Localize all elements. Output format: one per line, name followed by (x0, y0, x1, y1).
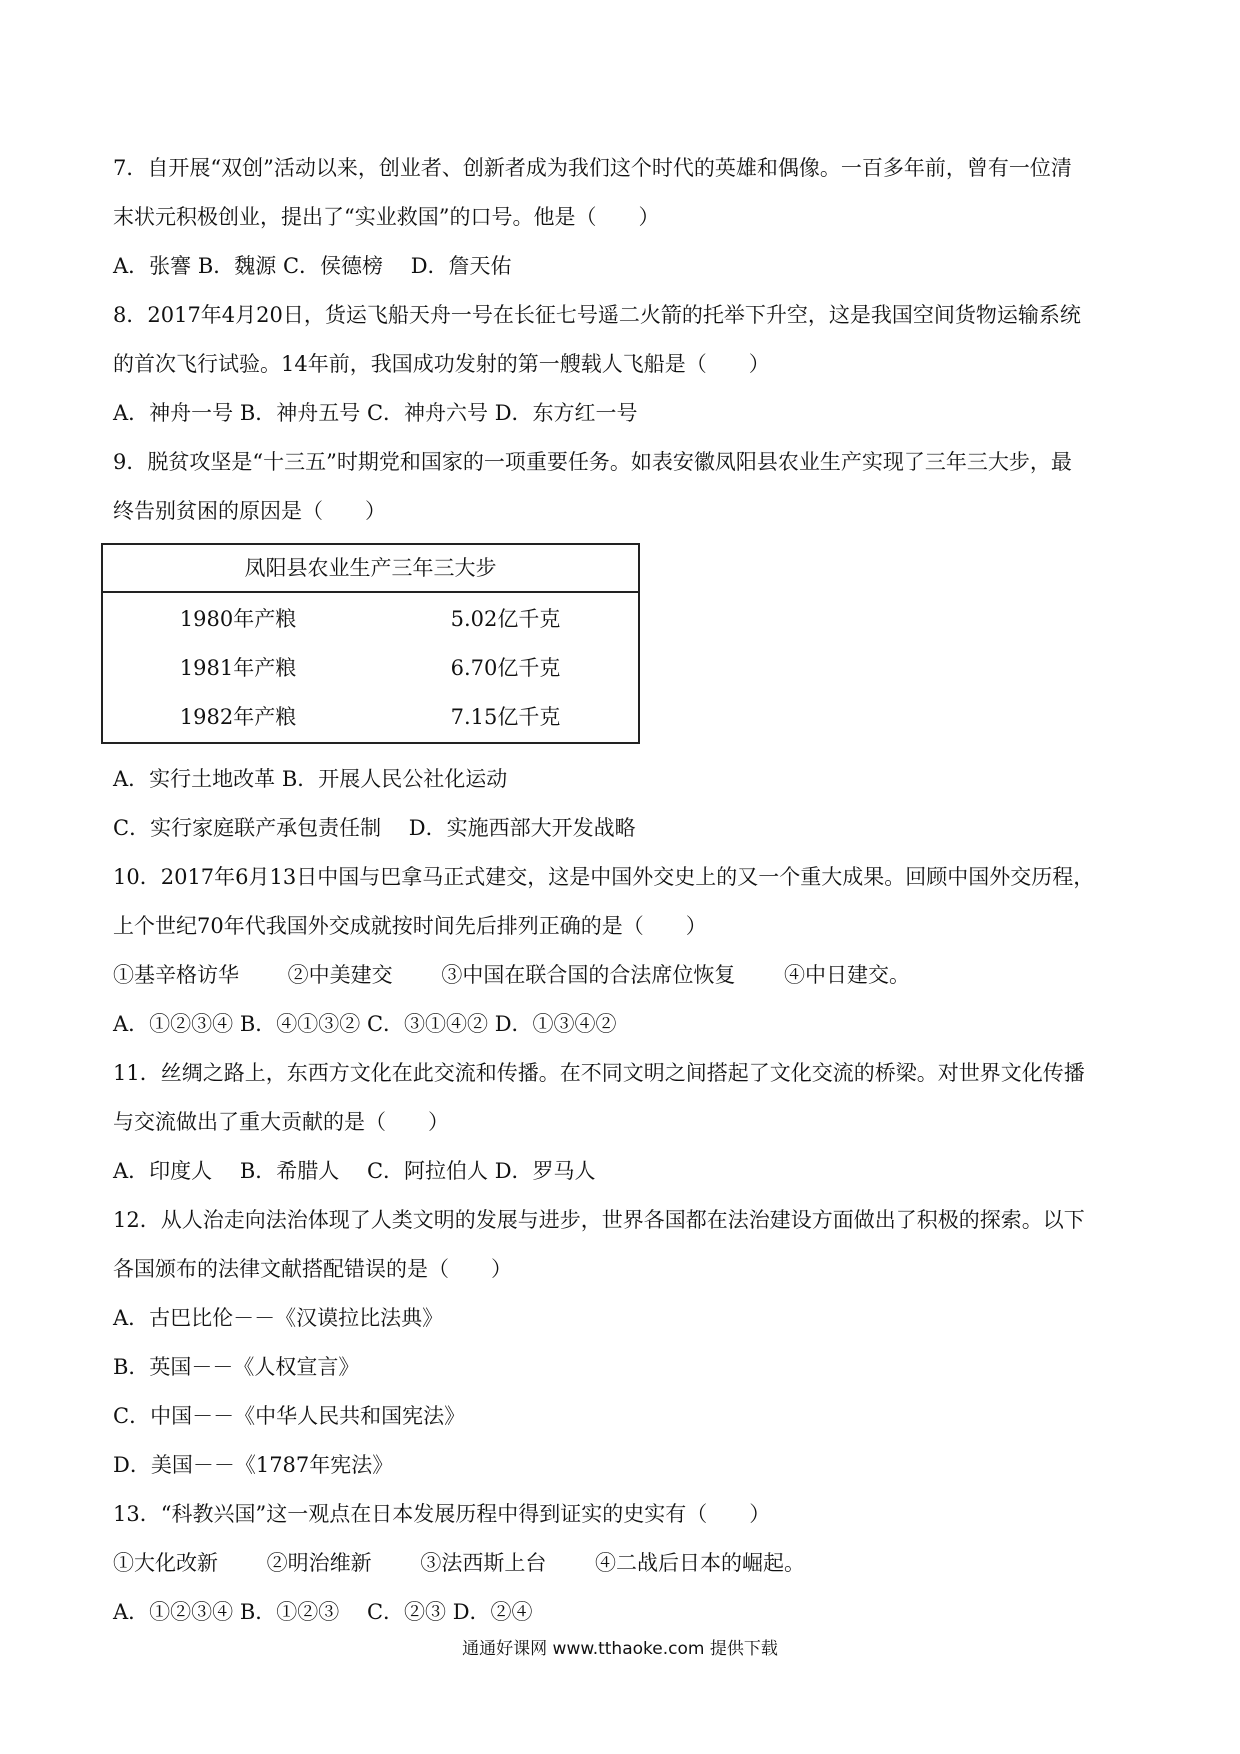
table-title: 凤阳县农业生产三年三大步 (103, 545, 638, 593)
answer-option: B．英国－－《人权宣言》 (113, 1355, 360, 1379)
question-stem-line: 12．从人治走向法治体现了人类文明的发展与进步，世界各国都在法治建设方面做出了积极的探索。以下 (113, 1208, 1085, 1232)
answer-options: C．实行家庭联产承包责任制 D．实施西部大开发战略 (113, 816, 636, 840)
question-stem-line: ①基辛格访华 ②中美建交 ③中国在联合国的合法席位恢复 ④中日建交。 (113, 963, 911, 987)
answer-options: A．神舟一号 B．神舟五号 C．神舟六号 D．东方红一号 (113, 401, 638, 425)
answer-options: A．印度人 B．希腊人 C．阿拉伯人 D．罗马人 (113, 1159, 596, 1183)
table-cell-year: 1981年产粮 (179, 656, 297, 680)
question-stem-line: 9．脱贫攻坚是“十三五”时期党和国家的一项重要任务。如表安徽凤阳县农业生产实现了三年三大步，最 (113, 450, 1072, 474)
answer-option: D．美国－－《1787年宪法》 (113, 1453, 394, 1477)
table-cell-year: 1980年产粮 (179, 607, 297, 631)
question-stem-line: 与交流做出了重大贡献的是（ ） (113, 1110, 449, 1134)
table-row (103, 693, 638, 742)
question-stem-line: 8．2017年4月20日，货运飞船天舟一号在长征七号遥二火箭的托举下升空，这是我国空间货物运输系统 (113, 303, 1081, 327)
question-11 (113, 1060, 1133, 1185)
question-13 (113, 1501, 1133, 1626)
answer-options: A．①②③④ B．④①③② C．③①④② D．①③④② (113, 1012, 617, 1036)
question-9 (113, 449, 1133, 842)
question-stem-line: 终告别贫困的原因是（ ） (113, 499, 386, 523)
questions-block (113, 155, 1133, 1648)
question-stem-line: 11．丝绸之路上，东西方文化在此交流和传播。在不同文明之间搭起了文化交流的桥梁。对世界文化传播 (113, 1061, 1085, 1085)
question-stem-line: 的首次飞行试验。14年前，我国成功发射的第一艘载人飞船是（ ） (113, 352, 770, 376)
question-12 (113, 1207, 1133, 1479)
table-row (103, 644, 638, 693)
answer-options: A．张謇 B．魏源 C．侯德榜 D．詹天佑 (113, 254, 512, 278)
answer-option: C．中国－－《中华人民共和国宪法》 (113, 1404, 466, 1428)
answer-option: A．古巴比伦－－《汉谟拉比法典》 (113, 1306, 444, 1330)
answer-options: A．①②③④ B．①②③ C．②③ D．②④ (113, 1600, 533, 1624)
table-body (103, 593, 638, 742)
question-stem-line: 上个世纪70年代我国外交成就按时间先后排列正确的是（ ） (113, 914, 707, 938)
table-cell-value: 7.15亿千克 (450, 705, 561, 729)
table-cell-value: 6.70亿千克 (450, 656, 561, 680)
question-stem-line: 末状元积极创业，提出了“实业救国”的口号。他是（ ） (113, 205, 660, 229)
table-row (103, 595, 638, 644)
grain-output-table (101, 543, 640, 744)
question-stem-line: 各国颁布的法律文献搭配错误的是（ ） (113, 1257, 512, 1281)
question-7 (113, 155, 1133, 280)
answer-options: A．实行土地改革 B．开展人民公社化运动 (113, 767, 508, 791)
question-10 (113, 864, 1133, 1038)
table-cell-value: 5.02亿千克 (450, 607, 561, 631)
question-stem-line: 13．“科教兴国”这一观点在日本发展历程中得到证实的史实有（ ） (113, 1502, 771, 1526)
page-footer: 通通好课网 www.tthaoke.com 提供下载 (462, 1639, 778, 1659)
question-8 (113, 302, 1133, 427)
question-stem-line: 7．自开展“双创”活动以来，创业者、创新者成为我们这个时代的英雄和偶像。一百多年前，曾有一位清 (113, 156, 1072, 180)
question-stem-line: 10．2017年6月13日中国与巴拿马正式建交，这是中国外交史上的又一个重大成果。回顾中国外交历程， (113, 865, 1095, 889)
question-stem-line: ①大化改新 ②明治维新 ③法西斯上台 ④二战后日本的崛起。 (113, 1551, 806, 1575)
table-cell-year: 1982年产粮 (179, 705, 297, 729)
